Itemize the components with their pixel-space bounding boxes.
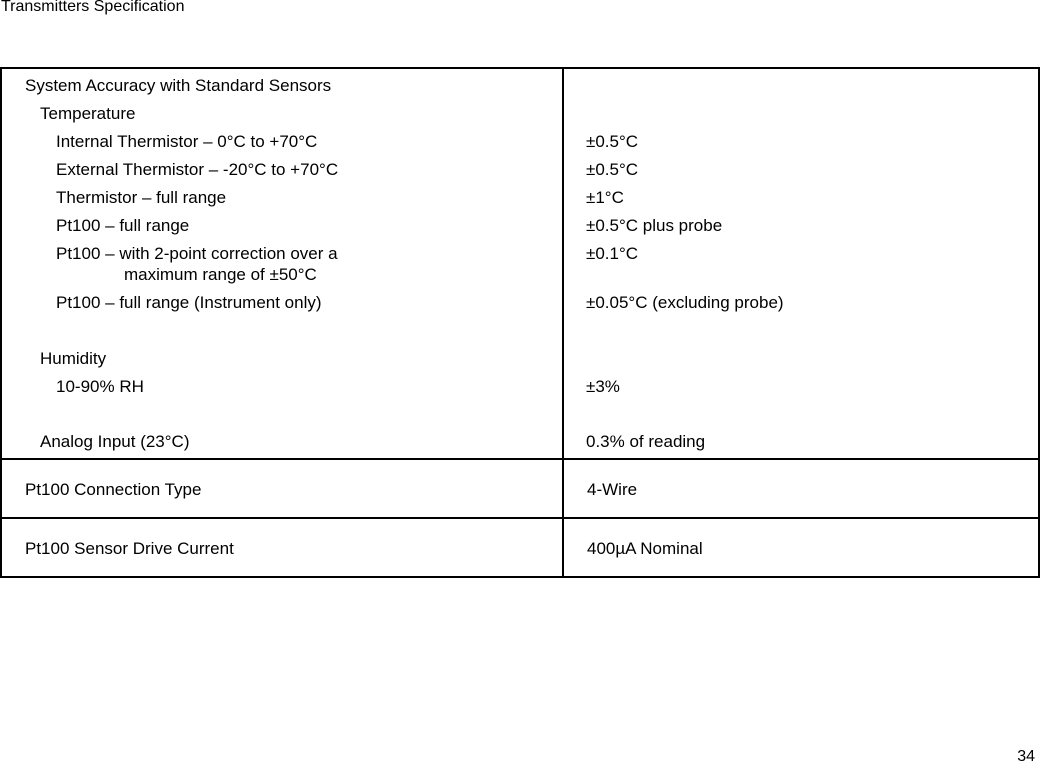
table-row-accuracy <box>1 68 1039 459</box>
temp-row-value: ±1°C <box>586 188 624 207</box>
analog-input-value: 0.3% of reading <box>586 432 706 451</box>
drive-current-label-cell <box>1 518 563 577</box>
temp-row-label-continued: maximum range of ±50°C <box>124 265 317 284</box>
connection-type-label: Pt100 Connection Type <box>25 480 202 499</box>
accuracy-heading: System Accuracy with Standard Sensors <box>25 76 332 95</box>
accuracy-labels-cell <box>1 68 563 459</box>
temp-row-label: Thermistor – full range <box>56 188 227 207</box>
temp-row-label: Internal Thermistor – 0°C to +70°C <box>56 132 318 151</box>
connection-type-value: 4-Wire <box>587 480 638 499</box>
drive-current-value-cell <box>563 518 1039 577</box>
connection-value-cell <box>563 459 1039 518</box>
humidity-row-label: 10-90% RH <box>56 377 144 396</box>
temp-row-value: ±0.1°C <box>586 244 639 263</box>
temp-row-label: Pt100 – with 2-point correction over a <box>56 244 338 263</box>
accuracy-values-cell <box>563 68 1039 459</box>
temp-row-label: External Thermistor – -20°C to +70°C <box>56 160 339 179</box>
temperature-label: Temperature <box>40 104 136 123</box>
table-row-connection <box>1 459 1039 518</box>
humidity-label: Humidity <box>40 349 107 368</box>
drive-current-value: 400µA Nominal <box>587 539 703 558</box>
drive-current-label: Pt100 Sensor Drive Current <box>25 539 234 558</box>
connection-label-cell <box>1 459 563 518</box>
temp-row-value: ±0.5°C plus probe <box>586 216 723 235</box>
page-header-title: Transmitters Specification <box>1 0 185 15</box>
humidity-row-value: ±3% <box>586 377 620 396</box>
page-number: 34 <box>1017 748 1035 765</box>
analog-input-label: Analog Input (23°C) <box>40 432 190 451</box>
temp-row-value: ±0.5°C <box>586 160 639 179</box>
temp-row-label: Pt100 – full range (Instrument only) <box>56 293 322 312</box>
temp-row-value: ±0.05°C (excluding probe) <box>586 293 784 312</box>
temp-row-value: ±0.5°C <box>586 132 639 151</box>
spec-table <box>0 67 1040 578</box>
table-row-drive-current <box>1 518 1039 577</box>
temp-row-label: Pt100 – full range <box>56 216 190 235</box>
